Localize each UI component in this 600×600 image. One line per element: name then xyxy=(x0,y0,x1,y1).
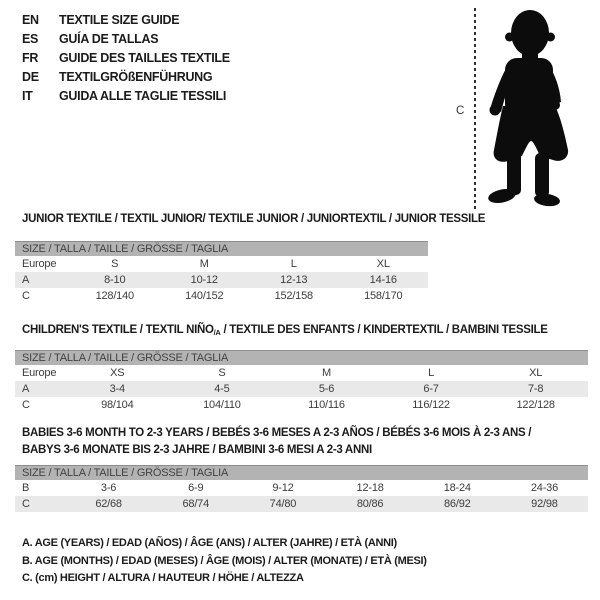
footnote-age-years: A. AGE (YEARS) / EDAD (AÑOS) / ÂGE (ANS) / ALTER (JAHRE) / ETÀ (ANNI) xyxy=(22,537,397,549)
row-label: A xyxy=(22,383,30,395)
baby-hand-left xyxy=(490,105,501,116)
language-code: DE xyxy=(22,69,39,84)
size-cell: 62/68 xyxy=(95,498,122,510)
footnote-age-months: B. AGE (MONTHS) / EDAD (MESES) / ÂGE (MOIS) / ALTER (MONATE) / ETÀ (MESI) xyxy=(22,554,427,567)
language-code: IT xyxy=(22,88,33,103)
size-header-band: SIZE / TALLA / TAILLE / GRÖSSE / TAGLIA xyxy=(15,241,428,256)
language-row-en xyxy=(22,10,230,29)
children-title-sub: /A xyxy=(213,328,221,337)
size-cell: 12-13 xyxy=(280,274,308,286)
baby-silhouette xyxy=(481,6,585,210)
babies-section-title-line1: BABIES 3-6 MONTH TO 2-3 YEARS / BEBÉS 3-6 MESES A 2-3 AÑOS / BÉBÉS 3-6 MOIS À 2-3 ANS / xyxy=(22,427,532,439)
baby-ear-right xyxy=(546,33,555,42)
size-cell: M xyxy=(199,258,209,270)
table-row-age xyxy=(15,272,428,288)
row-label: C xyxy=(22,290,30,302)
size-cell: 18-24 xyxy=(443,482,471,494)
language-title-block xyxy=(22,10,230,105)
size-cell: 10-12 xyxy=(190,274,218,286)
size-header-band: SIZE / TALLA / TAILLE / GRÖSSE / TAGLIA xyxy=(15,465,588,480)
table-row-europe xyxy=(15,365,588,381)
baby-leg-left xyxy=(507,151,521,195)
language-title: GUÍA DE TALLAS xyxy=(59,31,159,46)
children-title-post: / TEXTILE DES ENFANTS / KINDERTEXTIL / BAMBINI TESSILE xyxy=(220,324,548,336)
size-cell: 158/170 xyxy=(364,290,403,302)
junior-section-title: JUNIOR TEXTILE / TEXTIL JUNIOR/ TEXTILE JUNIOR / JUNIORTEXTIL / JUNIOR TESSILE xyxy=(22,213,486,225)
baby-shorts xyxy=(494,106,568,162)
table-row-europe xyxy=(15,256,428,272)
size-cell: 12-18 xyxy=(356,482,384,494)
size-cell: S xyxy=(218,367,226,379)
size-cell: 14-16 xyxy=(369,274,397,286)
language-code: ES xyxy=(22,31,39,46)
language-title: GUIDE DES TAILLES TEXTILE xyxy=(59,50,230,65)
size-cell: 98/104 xyxy=(101,399,134,411)
children-title-pre: CHILDREN'S TEXTILE / TEXTIL NIÑO xyxy=(22,324,214,336)
size-cell: XL xyxy=(376,258,390,270)
junior-size-table xyxy=(15,241,428,304)
height-label-c: C xyxy=(456,105,465,117)
size-cell: 6-7 xyxy=(423,383,439,395)
table-row-height xyxy=(15,496,588,512)
size-cell: 74/80 xyxy=(269,498,297,510)
language-code: EN xyxy=(22,12,39,27)
size-cell: 24-36 xyxy=(530,482,559,494)
row-label: C xyxy=(22,399,30,411)
row-label: A xyxy=(22,274,30,286)
size-cell: 122/128 xyxy=(516,399,555,411)
language-row-de xyxy=(22,67,230,86)
size-cell: 140/152 xyxy=(185,290,224,302)
row-label: C xyxy=(22,498,30,510)
size-cell: 9-12 xyxy=(272,482,294,494)
size-cell: L xyxy=(428,367,435,379)
size-cell: 128/140 xyxy=(95,290,134,302)
table-row-age-months xyxy=(15,480,588,496)
language-title: TEXTILE SIZE GUIDE xyxy=(59,12,180,27)
size-cell: 104/110 xyxy=(203,399,241,411)
children-section-title xyxy=(22,324,548,336)
size-cell: L xyxy=(290,258,297,270)
babies-section-title-line2: BABYS 3-6 MONATE BIS 2-3 JAHRE / BAMBINI 3-6 MESI A 2-3 ANNI xyxy=(22,444,372,456)
language-row-es xyxy=(22,29,230,48)
row-label: B xyxy=(22,482,30,494)
size-cell: 3-4 xyxy=(109,383,125,395)
size-cell: 68/74 xyxy=(182,498,210,510)
size-cell: XL xyxy=(529,367,543,379)
size-cell: 92/98 xyxy=(531,498,558,510)
babies-size-table xyxy=(15,465,588,512)
size-header-band: SIZE / TALLA / TAILLE / GRÖSSE / TAGLIA xyxy=(15,350,588,365)
size-cell: 80/86 xyxy=(356,498,384,510)
baby-head xyxy=(511,10,549,56)
language-row-it xyxy=(22,86,230,105)
row-label: Europe xyxy=(22,367,57,379)
size-cell: 152/158 xyxy=(274,290,313,302)
footnote-height-cm: C. (cm) HEIGHT / ALTURA / HAUTEUR / HÖHE / ALTEZZA xyxy=(22,572,304,584)
height-dashed-line xyxy=(474,8,476,210)
size-cell: 3-6 xyxy=(100,482,117,494)
size-cell: 7-8 xyxy=(528,383,544,395)
size-cell: 6-9 xyxy=(188,482,204,494)
size-cell: XS xyxy=(110,367,125,379)
row-label: Europe xyxy=(22,258,57,270)
size-cell: 8-10 xyxy=(104,274,126,286)
table-row-age xyxy=(15,381,588,397)
table-row-height xyxy=(15,397,588,413)
size-cell: 116/122 xyxy=(412,399,450,411)
size-cell: 86/92 xyxy=(444,498,471,510)
size-cell: M xyxy=(322,367,331,379)
size-cell: 4-5 xyxy=(214,383,230,395)
footnotes-block xyxy=(22,537,427,590)
language-code: FR xyxy=(22,50,39,65)
table-row-height xyxy=(15,288,428,304)
size-cell: 5-6 xyxy=(318,383,335,395)
size-cell: 110/116 xyxy=(308,399,345,411)
language-row-fr xyxy=(22,48,230,67)
baby-ear-left xyxy=(505,33,514,42)
size-cell: S xyxy=(111,258,119,270)
language-title: GUIDA ALLE TAGLIE TESSILI xyxy=(59,88,227,103)
baby-leg-right xyxy=(535,153,549,197)
children-size-table xyxy=(15,350,588,413)
language-title: TEXTILGRÖßENFÜHRUNG xyxy=(59,69,213,84)
